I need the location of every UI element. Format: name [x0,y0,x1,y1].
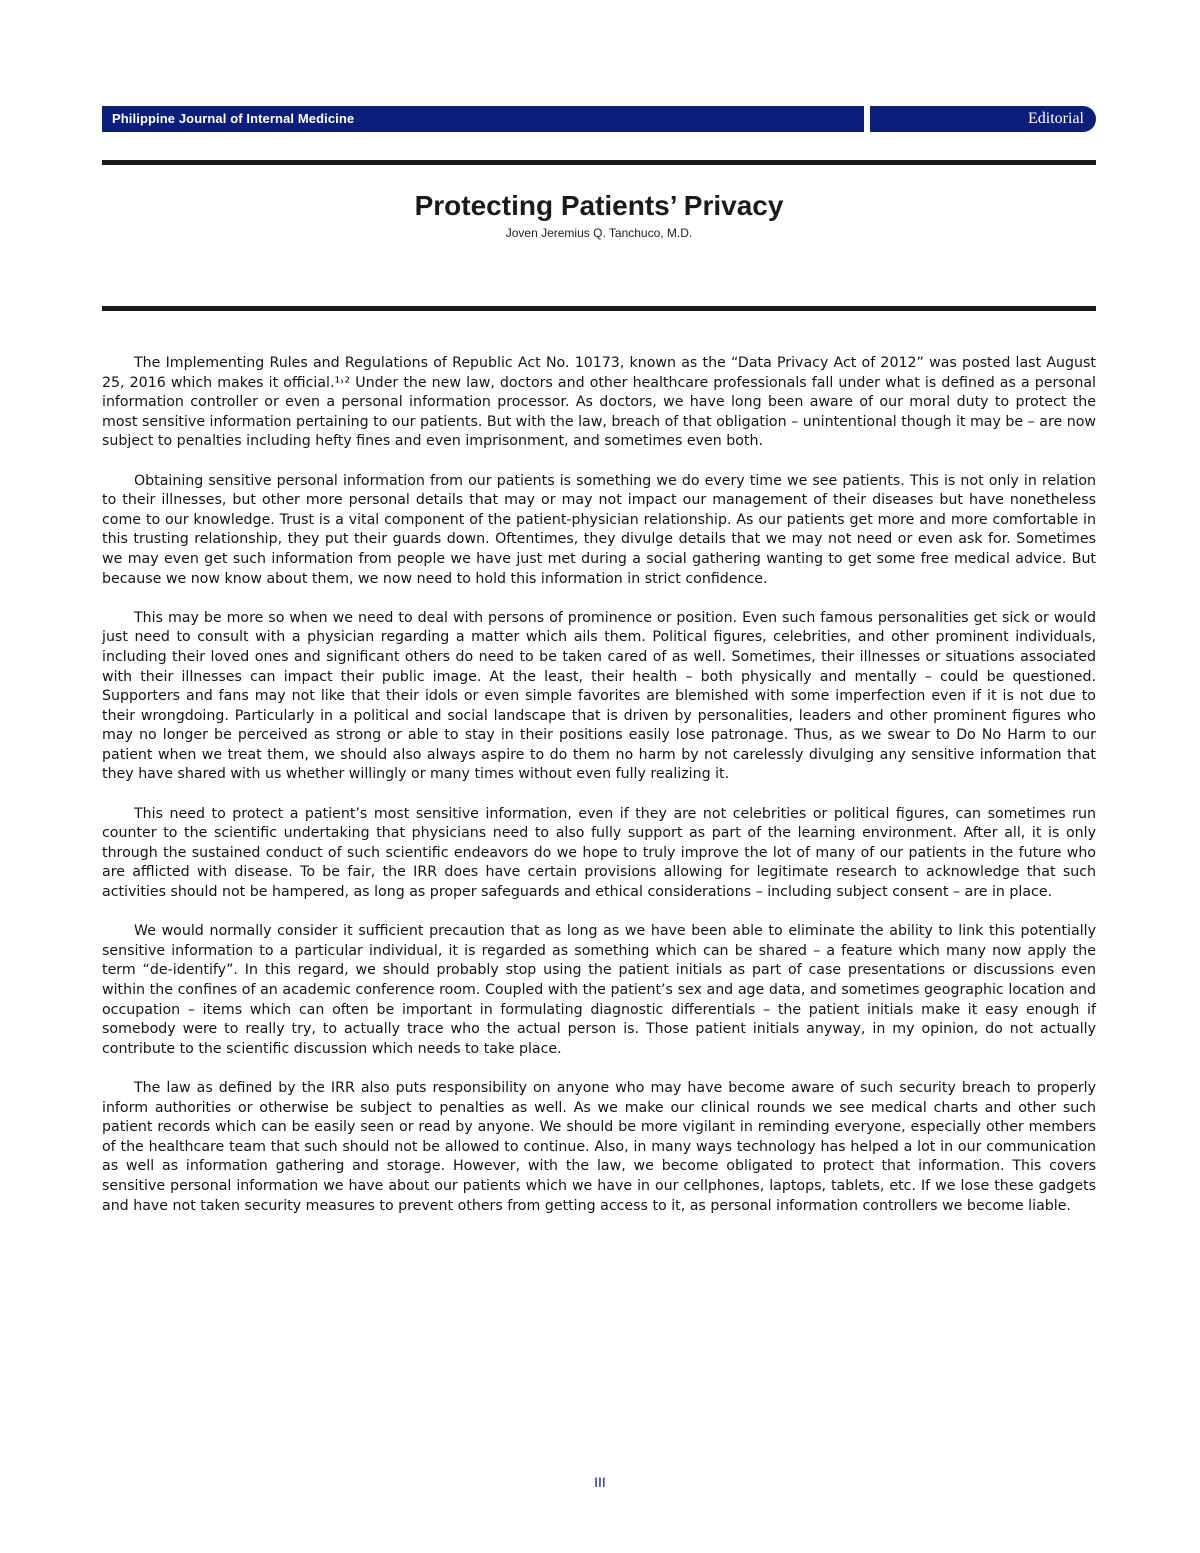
top-rule-divider [102,160,1096,165]
paragraph-1: The Implementing Rules and Regulations of Republic Act No. 10173, known as the “Data Privacy Act of 2012” was posted last August 25, 2016 which makes it official.¹˒² Under the new law, doctors and other healthcare professionals fall under what is defined as a personal information controller or even a personal information processor. As doctors, we have long been aware of our moral duty to protect the most sensitive information pertaining to our patients. But with the law, breach of that obligation – unintentional though it may be – are now subject to penalties including hefty fines and even imprisonment, and sometimes even both. [102,355,1096,450]
section-label-tab: Editorial [870,106,1096,132]
paragraph-6: The law as defined by the IRR also puts responsibility on anyone who may have become aware of such security breach to properly inform authorities or otherwise be subject to penalties as well. As we make our clinical rounds we see medical charts and other such patient records which can be easily seen or read by anyone. We should be more vigilant in reminding everyone, especially other members of the healthcare team that such should not be allowed to continue. Also, in many ways technology has helped a lot in our communication as well as information gathering and storage. However, with the law, we become obligated to protect that information. This covers sensitive personal information we have about our patients which we have in our cellphones, laptops, tablets, etc. If we lose these gadgets and have not taken security measures to prevent others from getting access to it, as personal information controllers we become liable. [102,1079,1096,1214]
journal-name-banner: Philippine Journal of Internal Medicine [102,106,864,132]
bottom-rule-divider [102,306,1096,311]
paragraph-2: Obtaining sensitive personal information from our patients is something we do every time we see patients. This is not only in relation to their illnesses, but other more personal details that may or may not impact our management of their diseases but have nonetheless come to our knowledge. Trust is a vital component of the patient-physician relationship. As our patients get more and more comfortable in this trusting relationship, they put their guards down. Oftentimes, they divulge details that we may not need or even ask for. Sometimes we may even get such information from people we have just met during a social gathering wanting to get some free medical advice. But because we now know about them, we now need to hold this information in strict confidence. [102,472,1096,587]
article-title: Protecting Patients’ Privacy [414,190,784,221]
page-number: III [594,1474,606,1490]
article-body [102,354,1096,1236]
paragraph-4: This need to protect a patient’s most sensitive information, even if they are not celebrities or political figures, can sometimes run counter to the scientific undertaking that physicians need to also fully support as part of the learning environment. After all, it is only through the sustained conduct of such scientific endeavors do we hope to truly improve the lot of many of our patients in the future who are afflicted with disease. To be fair, the IRR does have certain provisions allowing for legitimate research to acknowledge that such activities should not be hampered, as long as proper safeguards and ethical considerations – including subject consent – are in place. [102,805,1096,901]
paragraph-5: We would normally consider it sufficient precaution that as long as we have been able to eliminate the ability to link this potentially sensitive information to a particular individual, it is regarded as something which can be shared – a feature which many now apply the term “de-identify”. In this regard, we should probably stop using the patient initials as part of case presentations or discussions even within the confines of an academic conference room. Coupled with the patient’s sex and age data, and sometimes geographic location and occupation – items which can often be important in formulating diagnostic differentials – the patient initials make it easy enough if somebody were to really try, to actually trace who the actual person is. Those patient initials anyway, in my opinion, do not actually contribute to the scientific discussion which needs to take place. [102,923,1096,1057]
article-author: Joven Jeremius Q. Tanchuco, M.D. [505,226,693,240]
paragraph-3: This may be more so when we need to deal with persons of prominence or position. Even such famous personalities get sick or would just need to consult with a physician regarding a matter which ails them. Political figures, celebrities, and other prominent individuals, including their loved ones and significant others do need to be taken cared of as well. Sometimes, their illnesses or situations associated with their illnesses can impact their public image. At the least, their health – both physically and mentally – could be questioned. Supporters and fans may not like that their idols or even simple favorites are blemished with some imperfection even if it is not due to their wrongdoing. Particularly in a political and social landscape that is driven by personalities, leaders and other prominent figures who may no longer be perceived as strong or able to stay in their positions easily lose patronage. Thus, as we swear to Do No Harm to our patient when we treat them, we should also always aspire to do them no harm by not carelessly divulging any sensitive information that they have shared with us whether willingly or many times without even fully realizing it. [102,609,1096,783]
